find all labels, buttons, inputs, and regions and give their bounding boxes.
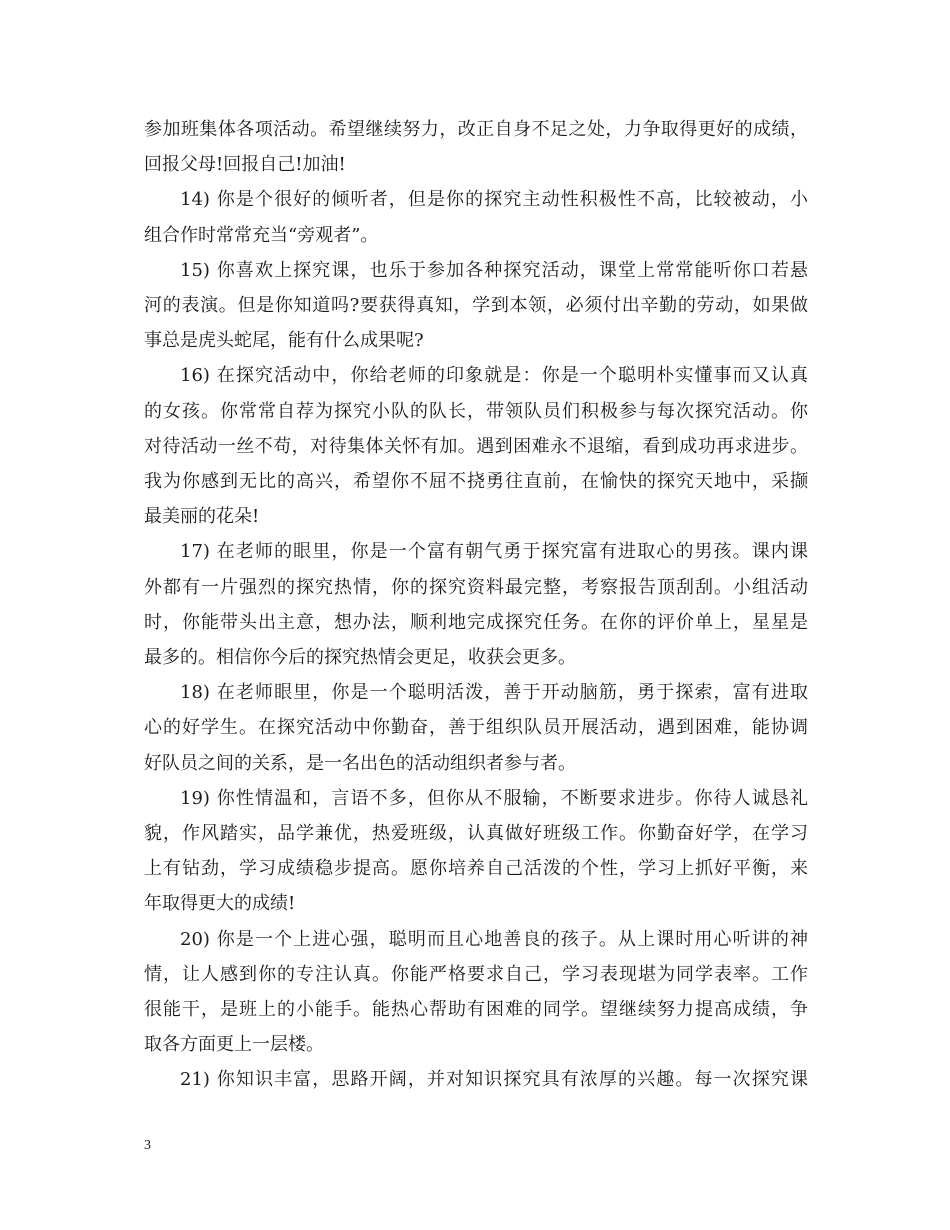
text-line: 我为你感到无比的高兴，希望你不屈不挠勇往直前，在愉快的探究天地中，采撷	[144, 471, 808, 493]
paragraph-20	[144, 922, 808, 1063]
text-line: 14) 你是个很好的倾听者，但是你的探究主动性积极性不高，比较被动，小	[180, 189, 808, 211]
text-line: 对待活动一丝不苟，对待集体关怀有加。遇到困难永不退缩，看到成功再求进步。	[144, 435, 808, 457]
text-line: 外都有一片强烈的探究热情，你的探究资料最完整，考察报告顶刮刮。小组活动	[144, 576, 808, 598]
text-line: 年取得更大的成绩!	[144, 893, 296, 915]
paragraph-18	[144, 675, 808, 781]
text-line: 最多的。相信你今后的探究热情会更足，收获会更多。	[144, 647, 576, 669]
text-line: 18) 在老师眼里，你是一个聪明活泼，善于开动脑筋，勇于探索，富有进取	[180, 682, 808, 704]
text-line: 21) 你知识丰富，思路开阔，并对知识探究具有浓厚的兴趣。每一次探究课	[180, 1069, 808, 1091]
text-line: 16) 在探究活动中，你给老师的印象就是：你是一个聪明朴实懂事而又认真	[180, 365, 808, 387]
text-line: 貌，作风踏实，品学兼优，热爱班级，认真做好班级工作。你勤奋好学，在学习	[144, 823, 808, 845]
text-line: 的女孩。你常常自荐为探究小队的队长，带领队员们积极参与每次探究活动。你	[144, 400, 808, 422]
paragraph-17	[144, 534, 808, 675]
text-line: 情，让人感到你的专注认真。你能严格要求自己，学习表现堪为同学表率。工作	[144, 963, 808, 985]
text-line: 组合作时常常充当“旁观者”。	[144, 224, 379, 246]
text-line: 回报父母!回报自己!加油!	[144, 154, 346, 176]
text-line: 事总是虎头蛇尾，能有什么成果呢?	[144, 330, 424, 352]
text-line: 最美丽的花朵!	[144, 506, 260, 528]
text-line: 时，你能带头出主意，想办法，顺利地完成探究任务。在你的评价单上，星星是	[144, 611, 808, 633]
paragraph-15	[144, 253, 808, 359]
text-line: 20) 你是一个上进心强，聪明而且心地善良的孩子。从上课时用心听讲的神	[180, 928, 808, 950]
paragraph-16	[144, 358, 808, 534]
text-line: 19) 你性情温和，言语不多，但你从不服输，不断要求进步。你待人诚恳礼	[180, 787, 808, 809]
paragraph-21	[144, 1062, 808, 1097]
paragraph-19	[144, 781, 808, 922]
text-line: 河的表演。但是你知道吗?要获得真知，学到本领，必须付出辛勤的劳动，如果做	[144, 295, 808, 317]
page-number: 3	[144, 1138, 151, 1153]
paragraph-13-continued	[144, 112, 808, 182]
text-line: 15) 你喜欢上探究课，也乐于参加各种探究活动，课堂上常常能听你口若悬	[180, 259, 808, 281]
text-line: 心的好学生。在探究活动中你勤奋，善于组织队员开展活动，遇到困难，能协调	[144, 717, 808, 739]
text-line: 参加班集体各项活动。希望继续努力，改正自身不足之处，力争取得更好的成绩，	[144, 119, 808, 140]
text-line: 很能干，是班上的小能手。能热心帮助有困难的同学。望继续努力提高成绩，争	[144, 999, 808, 1021]
text-line: 上有钻劲，学习成绩稳步提高。愿你培养自己活泼的个性，学习上抓好平衡，来	[144, 858, 808, 880]
text-line: 17) 在老师的眼里，你是一个富有朝气勇于探究富有进取心的男孩。课内课	[180, 541, 808, 563]
text-line: 好队员之间的关系，是一名出色的活动组织者参与者。	[144, 752, 576, 774]
document-body	[144, 112, 808, 1098]
text-line: 取各方面更上一层楼。	[144, 1034, 324, 1056]
paragraph-14	[144, 182, 808, 252]
